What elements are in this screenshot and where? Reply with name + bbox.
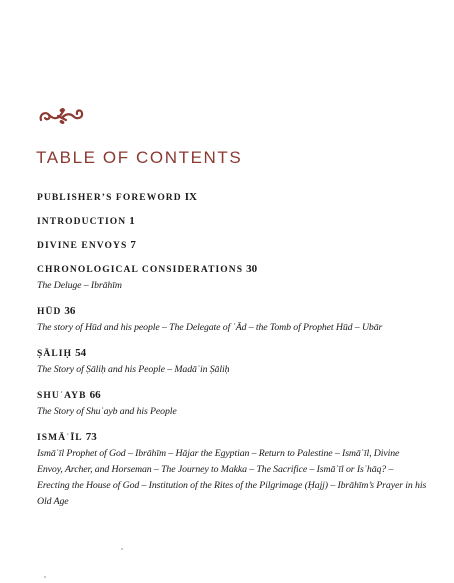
toc-entry-page: 7 <box>130 239 136 251</box>
toc-entry-page: 36 <box>64 305 76 317</box>
toc-entry-page: 30 <box>246 263 258 275</box>
toc-list <box>37 190 427 510</box>
paper-speck <box>121 548 123 550</box>
toc-entry-subtopics: The Story of Ṣāliḥ and his People – Madāʾin Ṣāliḥ <box>37 364 230 375</box>
toc-entry <box>37 304 427 336</box>
paper-speck <box>44 576 46 578</box>
toc-entry <box>37 346 427 378</box>
toc-entry <box>37 238 427 253</box>
toc-entry-title: ISMĀʿĪL <box>37 433 83 443</box>
toc-entry <box>37 430 427 510</box>
toc-entry-title: ṢĀLIḤ <box>37 349 73 359</box>
toc-entry-title: CHRONOLOGICAL CONSIDERATIONS <box>37 265 244 275</box>
toc-entry-page: IX <box>184 191 197 203</box>
toc-entry <box>37 214 427 229</box>
toc-entry-page: 73 <box>85 431 97 443</box>
toc-entry-title: PUBLISHER’S FOREWORD <box>37 193 182 203</box>
toc-entry-subtopics: The Story of Shuʿayb and his People <box>37 406 177 417</box>
page-title: TABLE OF CONTENTS <box>36 148 243 167</box>
toc-entry-title: INTRODUCTION <box>37 217 127 227</box>
fleuron-ornament-icon <box>37 104 85 130</box>
toc-entry-subtopics: The story of Hūd and his people – The Delegate of ʿĀd – the Tomb of Prophet Hūd – Ubār <box>37 322 383 333</box>
toc-entry-title: DIVINE ENVOYS <box>37 241 128 251</box>
toc-entry-page: 54 <box>75 347 87 359</box>
toc-entry-page: 1 <box>129 215 135 227</box>
toc-entry-title: HŪD <box>37 307 62 317</box>
toc-entry-subtopics: Ismāʿīl Prophet of God – Ibrāhīm – Hājar the Egyptian – Return to Palestine – Ismāʿīl, Divine Envoy, Archer, and Horseman – The Journey to Makka – The Sacrifice – Ismāʿīl or Isʾhāq? – Erecting the House of God – Institution of the Rites of the Pilgrimage (Ḥajj) – Ibrāhīm’s Prayer in his Old Age <box>37 448 427 507</box>
toc-entry <box>37 262 427 294</box>
toc-entry-page: 66 <box>89 389 101 401</box>
toc-entry <box>37 190 427 205</box>
toc-entry <box>37 388 427 420</box>
toc-entry-subtopics: The Deluge – Ibrāhīm <box>37 280 122 291</box>
toc-entry-title: SHUʿAYB <box>37 391 87 401</box>
